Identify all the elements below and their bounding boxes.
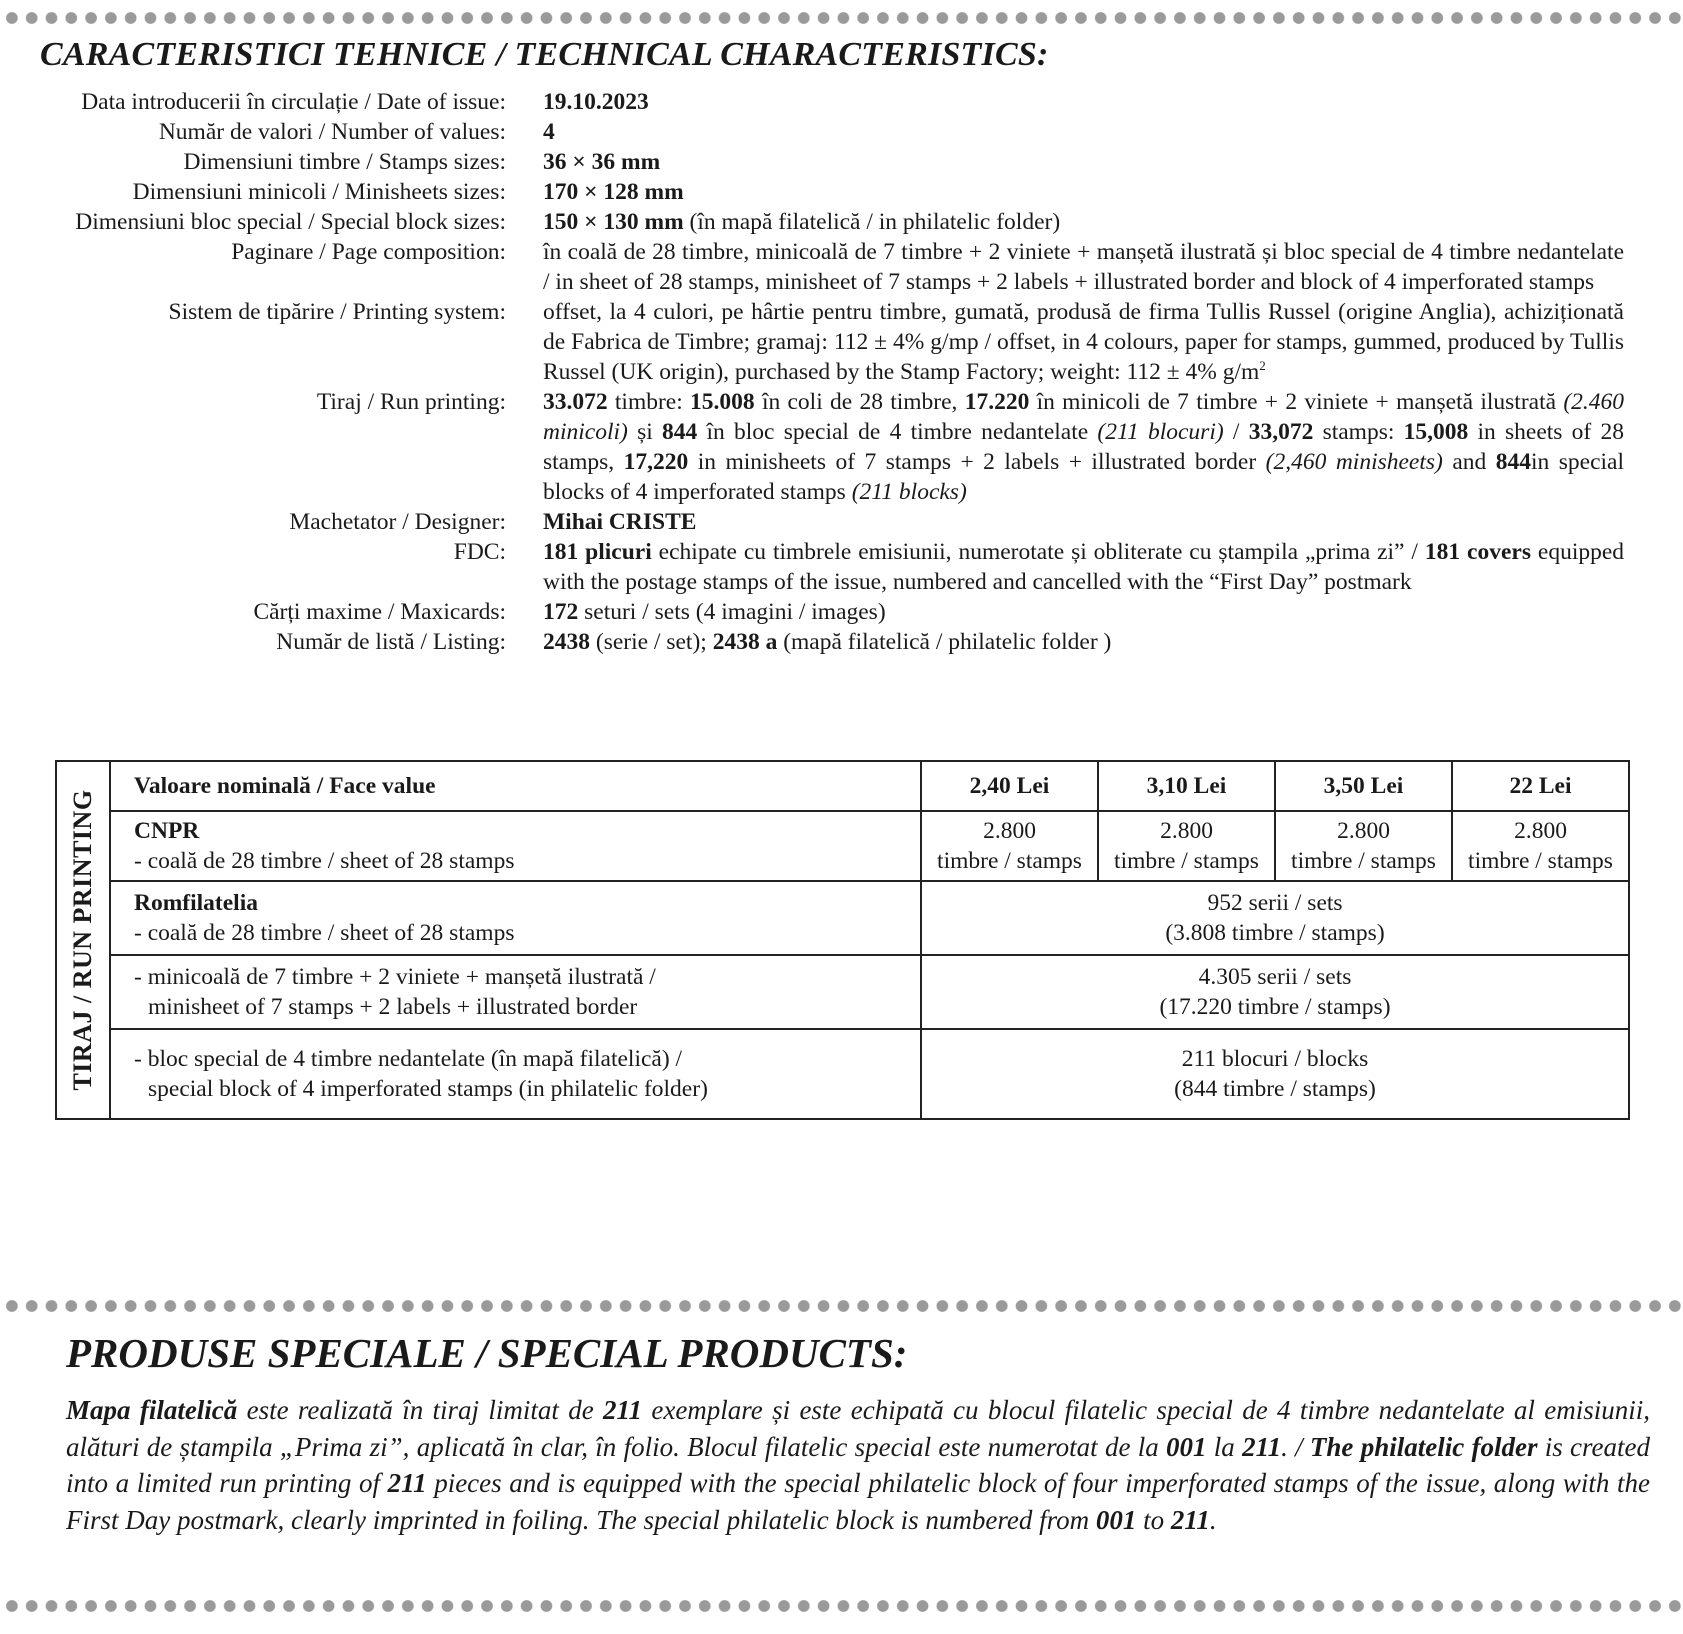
minisheet-description: - minicoală de 7 timbre + 2 viniete + manșetă ilustrată / minisheet of 7 stamps + 2 labels + illustrated border — [110, 955, 921, 1029]
spec-row-page-composition — [30, 237, 1624, 297]
table-row-special-block — [56, 1029, 1629, 1119]
run-printing-side-label: TIRAJ / RUN PRINTING — [68, 789, 97, 1091]
face-value-header: Valoare nominală / Face value — [110, 761, 921, 811]
romfilatelia-qty: 952 serii / sets (3.808 timbre / stamps) — [921, 881, 1629, 955]
spec-label: Dimensiuni minicoli / Minisheets sizes: — [132, 179, 506, 205]
spec-row-date — [30, 87, 1624, 117]
minisheet-qty: 4.305 serii / sets (17.220 timbre / stamps) — [921, 955, 1629, 1029]
table-row-minisheet — [56, 955, 1629, 1029]
spec-row-run-printing — [30, 387, 1624, 507]
spec-value: offset, la 4 culori, pe hârtie pentru timbre, gumată, produsă de firma Tullis Russel (origine Anglia), achiziționată de Fabrica de Timbre; gramaj: 112 ± 4% g/mp / offset, in 4 colours, paper for stamps, gummed, produced by Tullis Russel (UK origin), purchased by the Stamp Factory; weight: 112 ± 4% $g/m^2$ — [543, 299, 1624, 385]
spec-label: Număr de listă / Listing: — [276, 629, 506, 655]
face-value-2-40: 2,40 Lei — [921, 761, 1098, 811]
special-block-qty: 211 blocuri / blocks (844 timbre / stamps) — [921, 1029, 1629, 1119]
spec-value: 170 × 128 mm — [543, 179, 684, 205]
spec-label: Dimensiuni bloc special / Special block sizes: — [75, 209, 506, 235]
dotted-separator-middle — [0, 1299, 1683, 1313]
spec-label: Paginare / Page composition: — [231, 239, 506, 265]
spec-row-designer — [30, 507, 1624, 537]
run-printing-side-label-cell — [56, 761, 110, 1119]
spec-label: Număr de valori / Number of values: — [158, 119, 506, 145]
spec-row-listing — [30, 627, 1624, 657]
spec-value: 172 seturi / sets (4 imagini / images) — [543, 599, 886, 625]
spec-row-fdc — [30, 537, 1624, 597]
face-value-22: 22 Lei — [1452, 761, 1629, 811]
dotted-separator-bottom — [0, 1599, 1683, 1613]
cnpr-qty-22: 2.800 timbre / stamps — [1452, 811, 1629, 881]
special-block-description: - bloc special de 4 timbre nedantelate (în mapă filatelică) / special block of 4 imperforated stamps (in philatelic folder) — [110, 1029, 921, 1119]
cnpr-qty-3-10: 2.800 timbre / stamps — [1098, 811, 1275, 881]
technical-spec-list — [30, 87, 1624, 657]
spec-value: 33.072 timbre: 15.008 în coli de 28 timbre, 17.220 în minicoli de 7 timbre + 2 viniete + manșetă ilustrată (2.460 minicoli) și 844 în bloc special de 4 timbre nedantelate (211 blocuri) / 33,072 stamps: 15,008 in sheets of 28 stamps, 17,220 in minisheets of 7 stamps + 2 labels + illustrated border (2,460 minisheets) and 844in special blocks of 4 imperforated stamps (211 blocks) — [543, 389, 1625, 505]
spec-value: Mihai CRISTE — [543, 509, 697, 535]
spec-row-minisheet-size — [30, 177, 1624, 207]
spec-value: în coală de 28 timbre, minicoală de 7 timbre + 2 viniete + manșetă ilustrată și bloc special de 4 timbre nedantelate / in sheet of 28 stamps, minisheet of 7 stamps + 2 labels + illustrated border and block of 4 imperforated stamps — [543, 239, 1624, 295]
spec-row-stamp-size — [30, 147, 1624, 177]
spec-value: 2438 (serie / set); 2438 a (mapă filatelică / philatelic folder ) — [543, 629, 1112, 655]
spec-value: 36 × 36 mm — [543, 149, 661, 175]
spec-label: Dimensiuni timbre / Stamps sizes: — [183, 149, 506, 175]
run-printing-table — [55, 760, 1630, 1120]
spec-label: Data introducerii în circulație / Date of issue: — [81, 89, 506, 115]
spec-label: Sistem de tipărire / Printing system: — [168, 299, 506, 325]
spec-value: 4 — [543, 119, 555, 145]
spec-row-maxicards — [30, 597, 1624, 627]
spec-label: Cărți maxime / Maxicards: — [253, 599, 506, 625]
cnpr-description: CNPR - coală de 28 timbre / sheet of 28 stamps — [110, 811, 921, 881]
spec-row-values — [30, 117, 1624, 147]
table-row-cnpr — [56, 811, 1629, 881]
spec-label: Tiraj / Run printing: — [316, 389, 506, 415]
technical-title: CARACTERISTICI TEHNICE / TECHNICAL CHARACTERISTICS: — [40, 36, 1049, 73]
cnpr-qty-3-50: 2.800 timbre / stamps — [1275, 811, 1452, 881]
table-row-romfilatelia — [56, 881, 1629, 955]
special-products-text: Mapa filatelică este realizată în tiraj limitat de 211 exemplare și este echipată cu blocul filatelic special de 4 timbre nedantelate al emisiunii, alături de ștampila „Prima zi”, aplicată în clar, în folio. Blocul filatelic special este numerotat de la 001 la 211. / The philatelic folder is created into a limited run printing of 211 pieces and is equipped with the special philatelic block of four imperforated stamps of the issue, along with the First Day postmark, clearly imprinted in foiling. The special philatelic block is numbered from 001 to 211. — [66, 1395, 1651, 1535]
cnpr-qty-2-40: 2.800 timbre / stamps — [921, 811, 1098, 881]
spec-label: Machetator / Designer: — [289, 509, 506, 535]
spec-label: FDC: — [453, 539, 506, 565]
spec-value: 181 plicuri echipate cu timbrele emisiunii, numerotate și obliterate cu ștampila „prima zi” / 181 covers equipped with the postage stamps of the issue, numbered and cancelled with the “First Day” postmark — [543, 539, 1625, 595]
face-value-3-10: 3,10 Lei — [1098, 761, 1275, 811]
romfilatelia-description: Romfilatelia - coală de 28 timbre / sheet of 28 stamps — [110, 881, 921, 955]
special-products-title: PRODUSE SPECIALE / SPECIAL PRODUCTS: — [66, 1330, 908, 1376]
dotted-separator-top — [0, 11, 1683, 25]
face-value-3-50: 3,50 Lei — [1275, 761, 1452, 811]
spec-value: 150 × 130 mm (în mapă filatelică / in philatelic folder) — [543, 209, 1061, 235]
table-header-row — [56, 761, 1629, 811]
spec-value: 19.10.2023 — [543, 89, 649, 115]
spec-row-printing-system — [30, 297, 1624, 387]
spec-row-block-size — [30, 207, 1624, 237]
